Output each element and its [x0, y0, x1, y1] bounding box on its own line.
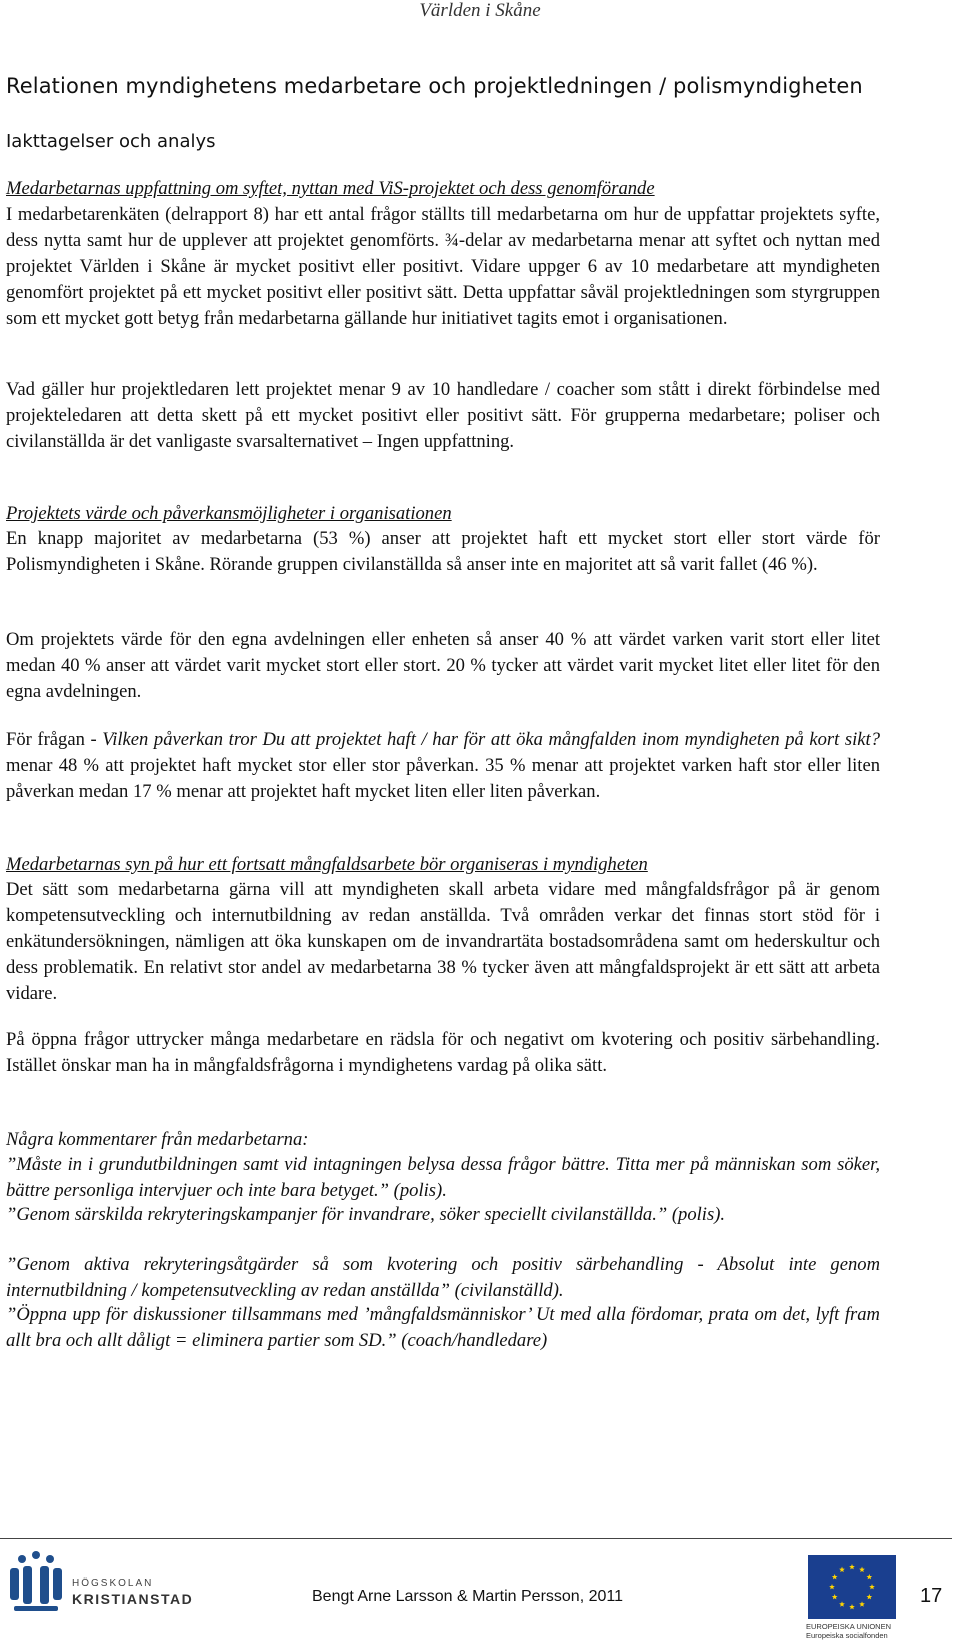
logo-line2: KRISTIANSTAD	[72, 1591, 194, 1607]
eu-caption-line1: EUROPEISKA UNIONEN	[806, 1622, 892, 1631]
eu-caption-line2: Europeiska socialfonden	[806, 1631, 888, 1640]
comments-heading: Några kommentarer från medarbetarna:	[6, 1129, 309, 1150]
section-heading-3: Medarbetarnas syn på hur ett fortsatt mångfaldsarbete bör organiseras i myndigheten	[6, 854, 648, 875]
paragraph: På öppna frågor uttrycker många medarbetare en rädsla för och negativt om kvotering och positiv särbehandling. Istället önskar man ha in mångfaldsfrågorna i myndighetens vardag på olika sätt.	[6, 1029, 880, 1076]
question-rest: menar 48 % att projektet haft mycket stor eller stor påverkan. 35 % menar att projektet varken haft stor eller liten påverkan medan 17 % menar att projektet haft mycket liten eller liten påverkan.	[6, 755, 880, 802]
comment-quote: ”Måste in i grundutbildningen samt vid intagningen belysa dessa frågor bättre. Titta mer på människan som söker, bättre personliga intervjuer och inte bara betyget.” (polis).	[6, 1154, 880, 1201]
logo-line1: HÖGSKOLAN	[72, 1578, 154, 1589]
footer-authors: Bengt Arne Larsson & Martin Persson, 2011	[312, 1588, 623, 1605]
paragraph: En knapp majoritet av medarbetarna (53 %) anser att projektet haft ett mycket stort eller stort värde för Polismyndigheten i Skåne. Rörande gruppen civilanställda så anser inte en majoritet att så varit fallet (46 %).	[6, 528, 880, 575]
crown-logo-icon	[6, 1550, 206, 1614]
question-lead: För frågan -	[6, 729, 103, 750]
page-number: 17	[920, 1585, 943, 1607]
paragraph: I medarbetarenkäten (delrapport 8) har ett antal frågor ställts till medarbetarna om hur de uppfattar projektets syfte, dess nytta samt hur de upplever att projektet genomförts. ¾-delar av medarbetarna menar att syftet och nyttan med projektet Världen i Skåne är mycket positivt eller positivt. Vidare uppger 6 av 10 medarbetare att myndigheten genomfört projektet på ett mycket positivt eller positivt sätt. Detta uppfattar såväl projektledningen som styrgruppen som ett mycket gott betyg från medarbetarna gällande hur initiativet tagits emot i organisationen.	[6, 204, 880, 329]
paragraph: Vad gäller hur projektledaren lett projektet menar 9 av 10 handledare / coacher som stått i direkt förbindelse med projekteledaren att detta skett på ett mycket positivt eller positivt sätt. För grupperna medarbetare; poliser och civilanställda är det vanligaste svarsalternativet – Ingen uppfattning.	[6, 379, 880, 452]
question-paragraph	[6, 727, 880, 805]
comment-quote: ”Öppna upp för diskussioner tillsammans med ’mångfaldsmänniskor’ Ut med alla fördomar, prata om det, lyft fram allt bra och allt dåligt = eliminera partier som SD.” (coach/handledare)	[6, 1304, 880, 1351]
section-heading-1: Medarbetarnas uppfattning om syftet, nyttan med ViS-projektet och dess genomförande	[6, 178, 655, 199]
eu-caption	[806, 1622, 902, 1640]
hogskolan-kristianstad-logo	[6, 1550, 206, 1614]
paragraph: Det sätt som medarbetarna gärna vill att myndigheten skall arbeta vidare med mångfaldsfrågor på är genom kompetensutveckling och internutbildning av redan anställda. Två områden verkar det finnas stort stöd för i enkätundersökningen, nämligen att öka kunskapen om de invandrartäta bostadsområdena samt om hederskultur och dess problematik. En relativt stor andel av medarbetarna 38 % tycker även att mångfaldsprojekt är ett sätt att arbeta vidare.	[6, 879, 880, 1004]
section-heading-2: Projektets värde och påverkansmöjligheter i organisationen	[6, 503, 452, 524]
paragraph: Om projektets värde för den egna avdelningen eller enheten så anser 40 % att värdet varken varit stort eller litet medan 40 % anser att värdet varit mycket stort eller stort. 20 % tycker att värdet varit mycket litet eller litet för den egna avdelningen.	[6, 629, 880, 702]
running-head: Världen i Skåne	[419, 0, 541, 21]
page-title: Relationen myndighetens medarbetare och projektledningen / polismyndigheten	[6, 74, 863, 98]
question-text: Vilken påverkan tror Du att projektet haft / har för att öka mångfalden inom myndigheten på kort sikt?	[102, 729, 880, 750]
eu-flag-icon	[808, 1555, 896, 1619]
footer-divider	[0, 1538, 952, 1539]
comment-quote: ”Genom särskilda rekryteringskampanjer för invandrare, söker speciellt civilanställda.” (polis).	[6, 1204, 726, 1225]
comment-quote: ”Genom aktiva rekryteringsåtgärder så som kvotering och positiv särbehandling - Absolut inte genom internutbildning / kompetensutveckling av redan anställda” (civilanställd).	[6, 1254, 880, 1301]
page-subtitle: Iakttagelser och analys	[6, 131, 216, 152]
